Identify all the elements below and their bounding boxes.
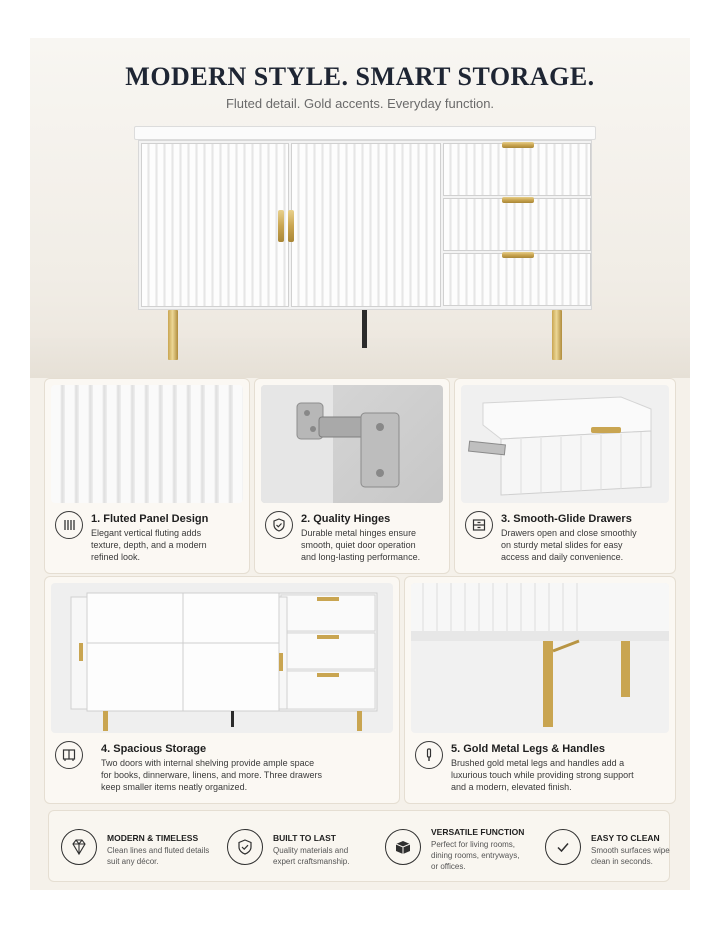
hinge-closeup-image <box>261 385 443 503</box>
sideboard-illustration <box>134 126 596 362</box>
feature-card-fluted <box>44 378 250 574</box>
hinge-illustration <box>261 385 443 503</box>
open-cabinet-illustration <box>51 583 393 733</box>
benefit-versatile-function <box>385 811 525 883</box>
benefits-bar <box>48 810 670 882</box>
benefit-description: Quality materials and expert craftsmanship. <box>273 846 350 866</box>
fluted-closeup-image <box>51 385 243 503</box>
hero-title: MODERN STYLE. SMART STORAGE. <box>125 62 595 91</box>
drawer-handle <box>502 142 534 148</box>
feature-title: 3. Smooth-Glide Drawers <box>501 513 632 525</box>
drawer-middle <box>443 198 591 251</box>
left-door <box>141 143 289 307</box>
drawer-closeup-image <box>461 385 669 503</box>
product-infographic <box>30 38 690 890</box>
benefit-modern-timeless <box>61 811 211 883</box>
feature-title: 1. Fluted Panel Design <box>91 513 209 525</box>
legs-closeup-image <box>411 583 669 733</box>
benefit-description: Perfect for living rooms, dining rooms, entryways, or offices. <box>431 840 520 871</box>
left-door-handle <box>278 210 284 242</box>
diamond-icon <box>61 829 97 865</box>
feature-title: 4. Spacious Storage <box>101 743 207 755</box>
drawer-handle <box>502 197 534 203</box>
sideboard-body <box>138 140 592 310</box>
cabinet-icon <box>55 741 83 769</box>
gold-leg <box>552 310 562 360</box>
feature-card-legs-handles <box>404 576 676 804</box>
gold-leg <box>168 310 178 360</box>
feature-description: Drawers open and close smoothly on sturdy metal slides for easy access and daily convenience. <box>501 528 637 562</box>
drawer-illustration <box>461 385 669 503</box>
benefit-title: MODERN & TIMELESS <box>107 833 199 843</box>
drawer-icon <box>465 511 493 539</box>
benefit-easy-to-clean <box>545 811 670 883</box>
checkmark-icon <box>545 829 581 865</box>
benefit-description: Clean lines and fluted details suit any décor. <box>107 846 210 866</box>
drawer-bottom <box>443 253 591 306</box>
right-door <box>291 143 441 307</box>
feature-card-storage <box>44 576 400 804</box>
hero-subtitle: Fluted detail. Gold accents. Everyday function. <box>225 96 495 111</box>
benefit-built-to-last <box>227 811 367 883</box>
feature-card-hinges <box>254 378 450 574</box>
benefit-description: Smooth surfaces wipe clean in seconds. <box>591 846 670 866</box>
feature-title: 5. Gold Metal Legs & Handles <box>451 743 606 755</box>
hero-section <box>30 38 690 378</box>
benefit-title: VERSATILE FUNCTION <box>431 827 525 837</box>
drawer-top <box>443 143 591 196</box>
feature-description: Elegant vertical fluting adds texture, depth, and a modern refined look. <box>91 528 207 562</box>
shield-check-icon <box>265 511 293 539</box>
shield-check-icon <box>227 829 263 865</box>
sideboard-top <box>134 126 596 140</box>
feature-description: Durable metal hinges ensure smooth, quiet door operation and long-lasting performance. <box>301 528 421 562</box>
box-icon <box>385 829 421 865</box>
fluted-panel-icon <box>55 511 83 539</box>
right-door-handle <box>288 210 294 242</box>
feature-title: 2. Quality Hinges <box>301 513 391 525</box>
feature-description: Two doors with internal shelving provide ample space for books, dinnerware, linens, and more. Three drawers keep smaller items neatly organized. <box>101 758 322 792</box>
handle-icon <box>415 741 443 769</box>
benefit-title: EASY TO CLEAN <box>591 833 660 843</box>
feature-card-drawers <box>454 378 676 574</box>
feature-description: Brushed gold metal legs and handles add a luxurious touch while providing strong support and a modern, elevated finish. <box>451 758 634 792</box>
benefit-title: BUILT TO LAST <box>273 833 336 843</box>
center-support-leg <box>362 310 367 348</box>
gold-leg-illustration <box>411 583 669 733</box>
drawer-handle <box>502 252 534 258</box>
open-storage-image <box>51 583 393 733</box>
